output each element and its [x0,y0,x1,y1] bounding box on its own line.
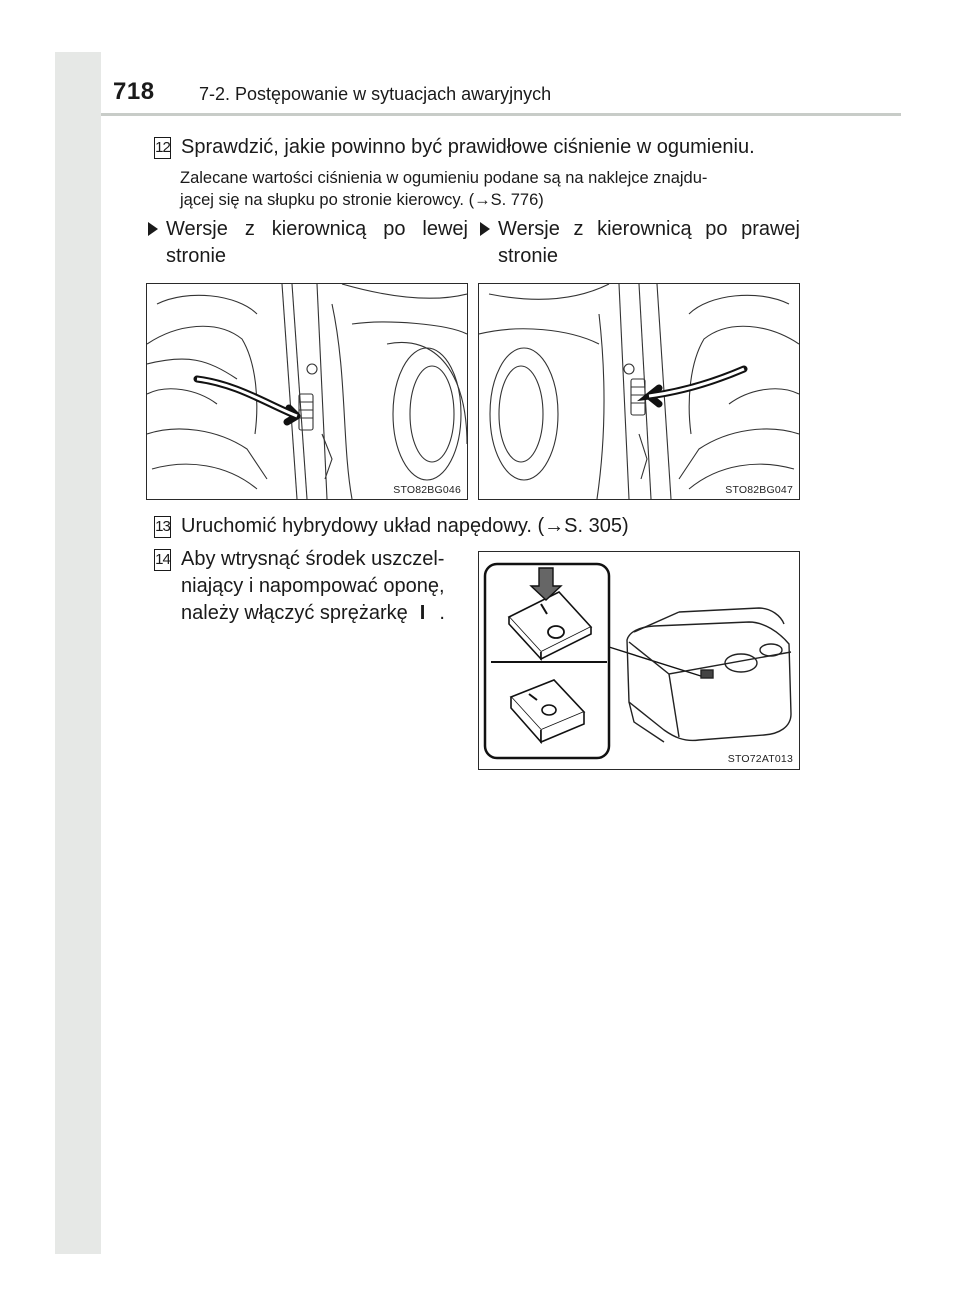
compressor-figure [478,551,800,770]
left-version-label: Wersje z kierownicą po lewej stronie [166,218,468,267]
figure-code: STO82BG046 [393,484,461,496]
step-12-note-line1: Zalecane wartości ciśnienia w ogumieniu podane są na naklejce znajdu- [180,169,708,187]
step-13-instruction: Uruchomić hybrydowy układ napędowy. (→S. 305) [181,515,629,537]
step-14-line3: należy włączyć sprężarkę I . [181,600,445,627]
step-14-line2: niający i napompować oponę, [181,575,445,597]
left-door-pillar-figure [146,283,468,500]
step-12-instruction: Sprawdzić, jakie powinno być prawidłowe ciśnienie w ogumieniu. [181,136,755,158]
door-pillar-illustration [479,284,799,499]
figure-code: STO72AT013 [727,753,793,765]
step-12-note-line2: jącej się na słupku po stronie kierowcy. (→S. 776) [180,191,544,209]
door-pillar-illustration [147,284,467,499]
bullet-triangle-icon [148,222,158,236]
side-strip [55,52,101,1254]
step-badge-14: 14 [154,549,171,571]
figure-code: STO82BG047 [725,484,793,496]
bullet-triangle-icon [480,222,490,236]
page-number: 718 [113,78,155,105]
compressor-switch-illustration [479,552,799,769]
step-badge-12: 12 [154,137,171,159]
section-title: 7-2. Postępowanie w sytuacjach awaryjnych [199,84,552,104]
step-14-line1: Aby wtrysnąć środek uszczel- [181,548,445,570]
right-door-pillar-figure [478,283,800,500]
header-rule [101,113,901,116]
switch-on-symbol: I [419,602,426,624]
right-version-label: Wersje z kierownicą po prawej stronie [498,218,800,267]
step-badge-13: 13 [154,516,171,538]
